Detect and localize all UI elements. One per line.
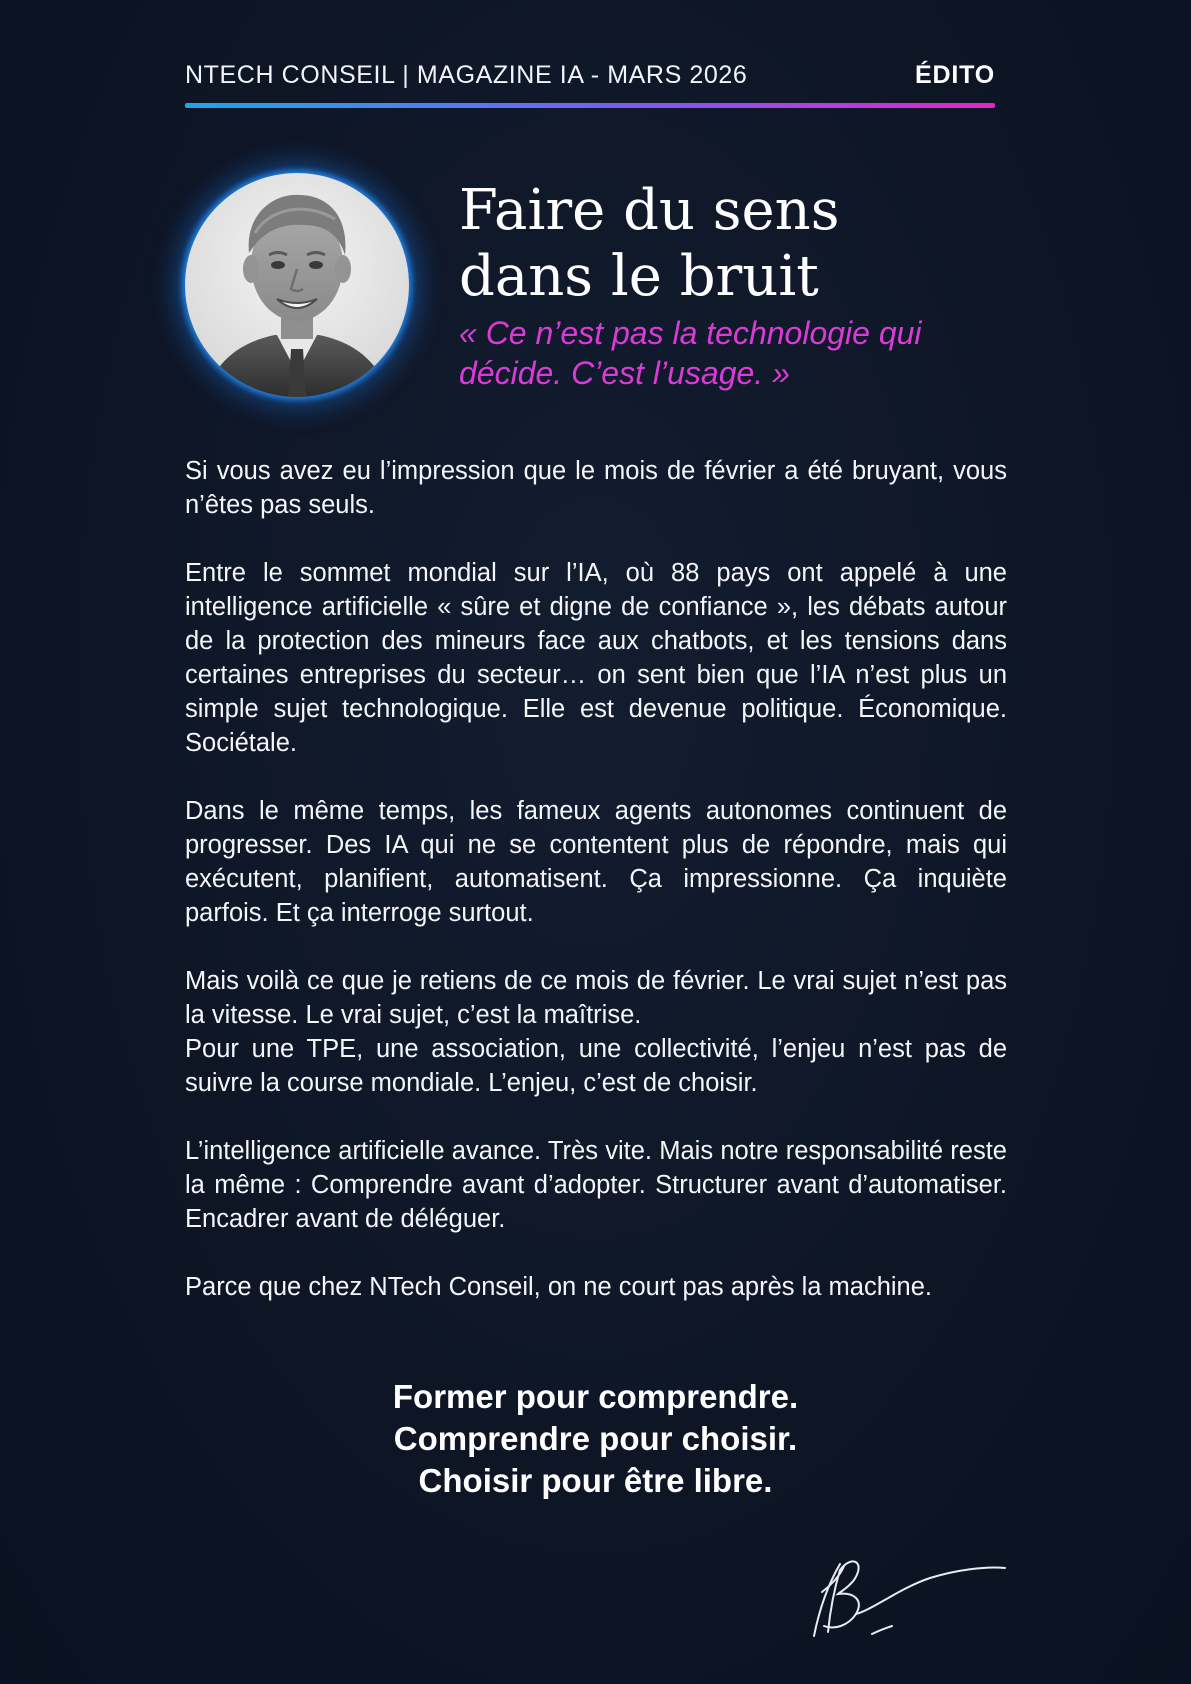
author-portrait: [185, 173, 409, 397]
quote-line-1: « Ce n’est pas la technologie qui: [459, 315, 922, 351]
tagline-line-2: Comprendre pour choisir.: [393, 1420, 798, 1457]
paragraph: Dans le même temps, les fameux agents autonomes continuent de progresser. Des IA qui ne se contentent plus de répondre, mais qui exécutent, planifient, automatisent. Ça impressionne. Ça inquiète parfois. Et ça interroge surtout.: [185, 797, 1007, 927]
editorial-body: [185, 454, 1007, 1338]
article-title: [459, 178, 1019, 310]
closing-tagline: [0, 1376, 1191, 1502]
magazine-header: [185, 56, 995, 96]
publication-name: NTECH CONSEIL | MAGAZINE IA - MARS 2026: [185, 61, 748, 89]
paragraph: Mais voilà ce que je retiens de ce mois de février. Le vrai sujet n’est pas la vitesse. Le vrai sujet, c’est la maîtrise.: [185, 967, 1007, 1029]
paragraph: Entre le sommet mondial sur l’IA, où 88 pays ont appelé à une intelligence artificielle « sûre et digne de confiance », les débats autour de la protection des mineurs face aux chatbots, et les tensions dans certaines entreprises du secteur… on sent bien que l’IA n’est plus un simple sujet technologique. Elle est devenue politique. Économique. Sociétale.: [185, 559, 1007, 757]
quote-line-2: décide. C’est l’usage. »: [459, 355, 790, 391]
section-label: ÉDITO: [915, 61, 995, 89]
paragraph: Pour une TPE, une association, une collectivité, l’enjeu n’est pas de suivre la course mondiale. L’enjeu, c’est de choisir.: [185, 1035, 1007, 1097]
paragraph: Si vous avez eu l’impression que le mois de février a été bruyant, vous n’êtes pas seuls.: [185, 457, 1007, 519]
handwritten-signature: [800, 1536, 1010, 1646]
tagline-line-1: Former pour comprendre.: [392, 1378, 799, 1415]
title-line-2: dans le bruit: [459, 244, 819, 309]
title-line-1: Faire du sens: [459, 178, 840, 243]
paragraph: Parce que chez NTech Conseil, on ne court pas après la machine.: [185, 1273, 932, 1301]
paragraph: L’intelligence artificielle avance. Très vite. Mais notre responsabilité reste la même : Comprendre avant d’adopter. Structurer avant d’automatiser. Encadrer avant de déléguer.: [185, 1137, 1007, 1233]
tagline-line-3: Choisir pour être libre.: [418, 1462, 773, 1499]
gradient-divider: [185, 103, 995, 108]
pull-quote: [459, 313, 1019, 393]
